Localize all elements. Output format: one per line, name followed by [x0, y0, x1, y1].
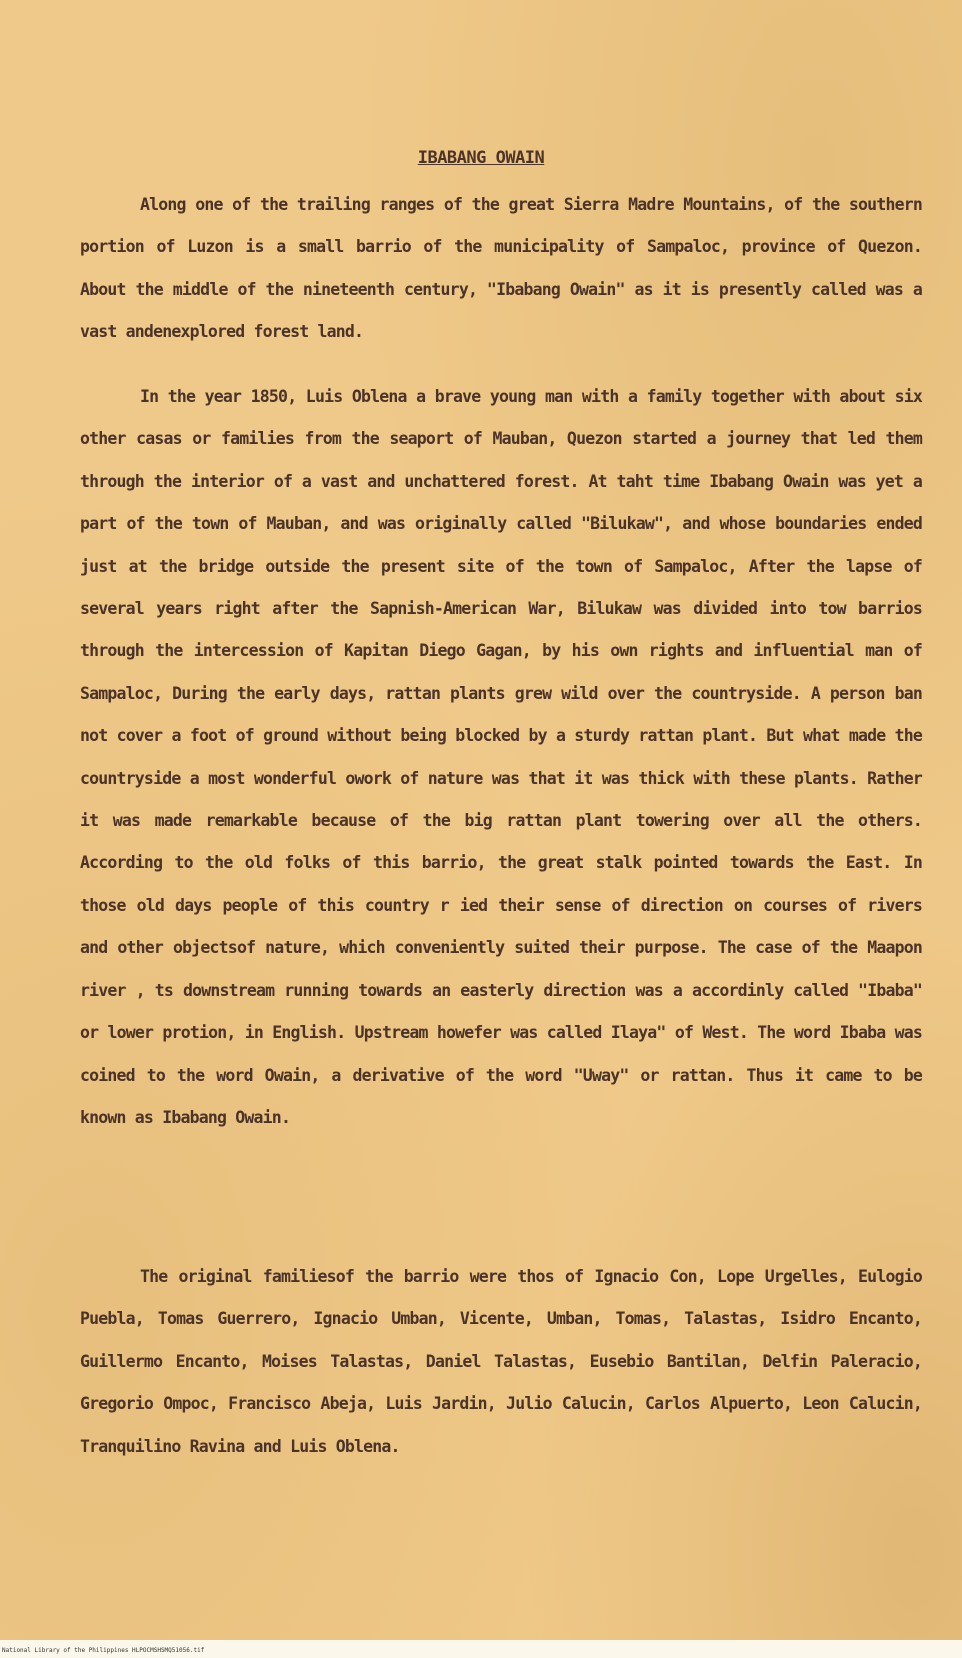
- paragraph-families: The original familiesof the barrio were thos of Ignacio Con, Lope Urgelles, Eulogio Puebla, Tomas Guerrero, Ignacio Umban, Vicente, Umban, Tomas, Talastas, Isidro Encanto, Guillermo Encanto, Moises Talastas, Daniel Talastas, Eusebio Bantilan, Delfin Paleracio, Gregorio Ompoc, Francisco Abeja, Luis Jardin, Julio Calucin, Carlos Alpuerto, Leon Calucin, Tranquilino Ravina and Luis Oblena.: [80, 1267, 922, 1456]
- archive-footer: National Library of the Philippines HLPOCMSHSMQ51056.tif: [0, 1644, 962, 1658]
- paragraph-history: In the year 1850, Luis Oblena a brave young man with a family together with about six other casas or families from the seaport of Mauban, Quezon started a journey that led them through the interior of a vast and unchattered forest. At taht time Ibabang Owain was yet a part of the town of Mauban, and was originally called "Bilukaw", and whose boundaries ended just at the bridge outside the present site of the town of Sampaloc, After the lapse of several years right after the Sapnish-American War, Bilukaw was divided into tow barrios through the intercession of Kapitan Diego Gagan, by his own rights and influential man of Sampaloc, During the early days, rattan plants grew wild over the countryside. A person ban not cover a foot of ground without being blocked by a sturdy rattan plant. But what made the countryside a most wonderful owork of nature was that it was thick with these plants. Rather it was made remarkable because of the big rattan plant towering over all the others. According to the old folks of this barrio, the great stalk pointed towards the East. In those old days people of this country r ied their sense of direction on courses of rivers and other objectsof nature, which conveniently suited their purpose. The case of the Maapon river , ts downstream running towards an easterly direction was a accordinly called "Ibaba" or lower protion, in English. Upstream howefer was called Ilaya" of West. The word Ibaba was coined to the word Owain, a derivative of the word "Uway" or rattan. Thus it came to be known as Ibabang Owain.: [80, 387, 922, 1127]
- document-title: IBABANG OWAIN: [417, 148, 545, 168]
- paragraph-location: Along one of the trailing ranges of the great Sierra Madre Mountains, of the southern portion of Luzon is a small barrio of the municipality of Sampaloc, province of Quezon. About the middle of the nineteenth century, "Ibabang Owain" as it is presently called was a vast andenexplored forest land.: [80, 195, 922, 342]
